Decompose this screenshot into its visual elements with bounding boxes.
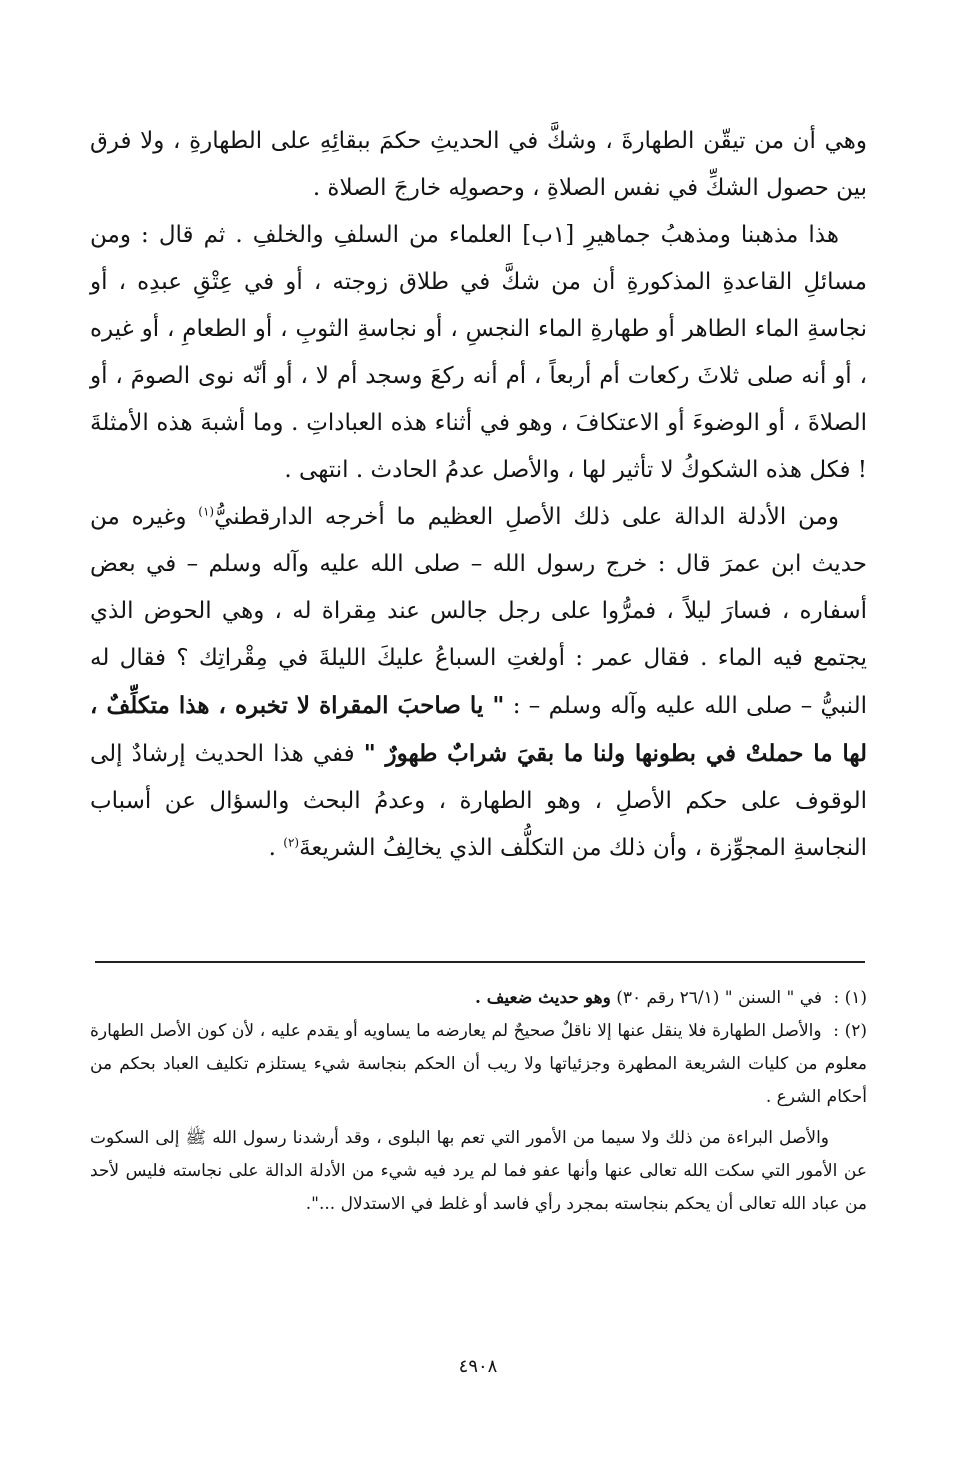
paragraph-3-end: ففي هذا الحديث إرشادٌ إلى الوقوف على حكم الأصلِ ، وهو الطهارة ، وعدمُ البحث والسؤال عن أسباب النجاسةِ المجوِّزة ، وأن ذلك من التكلُّف الذي يخالِفُ الشريعةَ (90, 741, 867, 861)
footnote-2-number: (٢) : (833, 1021, 867, 1041)
footnote-2 (90, 1015, 867, 1114)
footnote-1-text: في " السنن " (٢٦/١ رقم ٣٠) (610, 988, 828, 1008)
page-number: ٤٩٠٨ (458, 1356, 498, 1377)
paragraph-3 (90, 494, 867, 872)
footnote-ref-1: (١) (198, 504, 215, 519)
paragraph-3-close: . (268, 835, 284, 861)
footnote-2-text: والأصل الطهارة فلا ينقل عنها إلا ناقلٌ صحيحٌ لم يعارضه ما يساويه أو يقدم عليه ، لأن كون الأصل الطهارة معلوم من كليات الشريعة المطهرة وجزئياتها ولا ريب أن الحكم بنجاسة شيء يستلزم تكليف العباد بحكم من أحكام الشرع . (90, 1021, 867, 1107)
footnote-ref-2: (٢) (283, 835, 300, 850)
paragraph-1: وهي أن من تيقّن الطهارةَ ، وشكَّ في الحديثِ حكمَ ببقائِهِ على الطهارةِ ، ولا فرق بين حصول الشكِّ في نفس الصلاةِ ، وحصولِه خارجَ الصلاة . (90, 128, 867, 201)
footnote-separator (95, 961, 865, 963)
paragraph-3-mid: وغيره من حديث ابن عمرَ قال : خرج رسول الله – صلى الله عليه وآله وسلم – في بعض أسفاره ، فسارَ ليلاً ، فمرُّوا على رجل جالس عند مِقراة له ، وهي الحوض الذي يجتمع فيه الماء . فقال عمر : أولغتِ السباعُ عليكَ الليلةَ في مِقْراتِك ؟ فقال له النبيُّ – صلى الله عليه وآله وسلم – : (90, 504, 867, 719)
footnote-1-grade: وهو حديث ضعيف . (474, 988, 611, 1008)
footnote-1-number: (١) : (833, 988, 867, 1008)
paragraph-2: هذا مذهبنا ومذهبُ جماهيرِ [١ب] العلماء من السلفِ والخلفِ . ثم قال : ومن مسائلِ القاعدةِ المذكورةِ أن من شكَّ في طلاق زوجته ، أو في عِتْقِ عبدِه ، أو نجاسةِ الماء الطاهر أو طهارةِ الماء النجسِ ، أو نجاسةِ الثوبِ ، أو الطعامِ ، أو غيره ، أو أنه صلى ثلاثَ ركعات أم أربعاً ، أم أنه ركعَ وسجد أم لا ، أو أنّه نوى الصومَ ، أو الصلاةَ ، أو الوضوءَ أو الاعتكافَ ، وهو في أثناء هذه العباداتِ . وما أشبهَ هذه الأمثلةَ ! فكل هذه الشكوكُ لا تأثير لها ، والأصل عدمُ الحادث . انتهى . (90, 222, 867, 483)
footnote-1 (90, 982, 867, 1015)
hadith-quote: " يا صاحبَ المقراة لا تخبره ، هذا متكلِّفٌ ، لها ما حملتْ في بطونها ولنا ما بقيَ شرابٌ طهورٌ " (90, 692, 867, 767)
footnote-2-continuation: والأصل البراءة من ذلك ولا سيما من الأمور التي تعم بها البلوى ، وقد أرشدنا رسول الله ﷺ إلى السكوت عن الأمور التي سكت الله تعالى عنها وأنها عفو فما لم يرد فيه شيء من الأدلة الدالة على نجاسته فليس لأحد من عباد الله تعالى أن يحكم بنجاسته بمجرد رأي فاسد أو غلط في الاستدلال ...". (90, 1128, 867, 1214)
paragraph-3-start: ومن الأدلة الدالة على ذلك الأصلِ العظيم ما أخرجه الدارقطنيُّ (214, 504, 839, 530)
main-text (90, 118, 867, 872)
footnotes (90, 982, 867, 1221)
